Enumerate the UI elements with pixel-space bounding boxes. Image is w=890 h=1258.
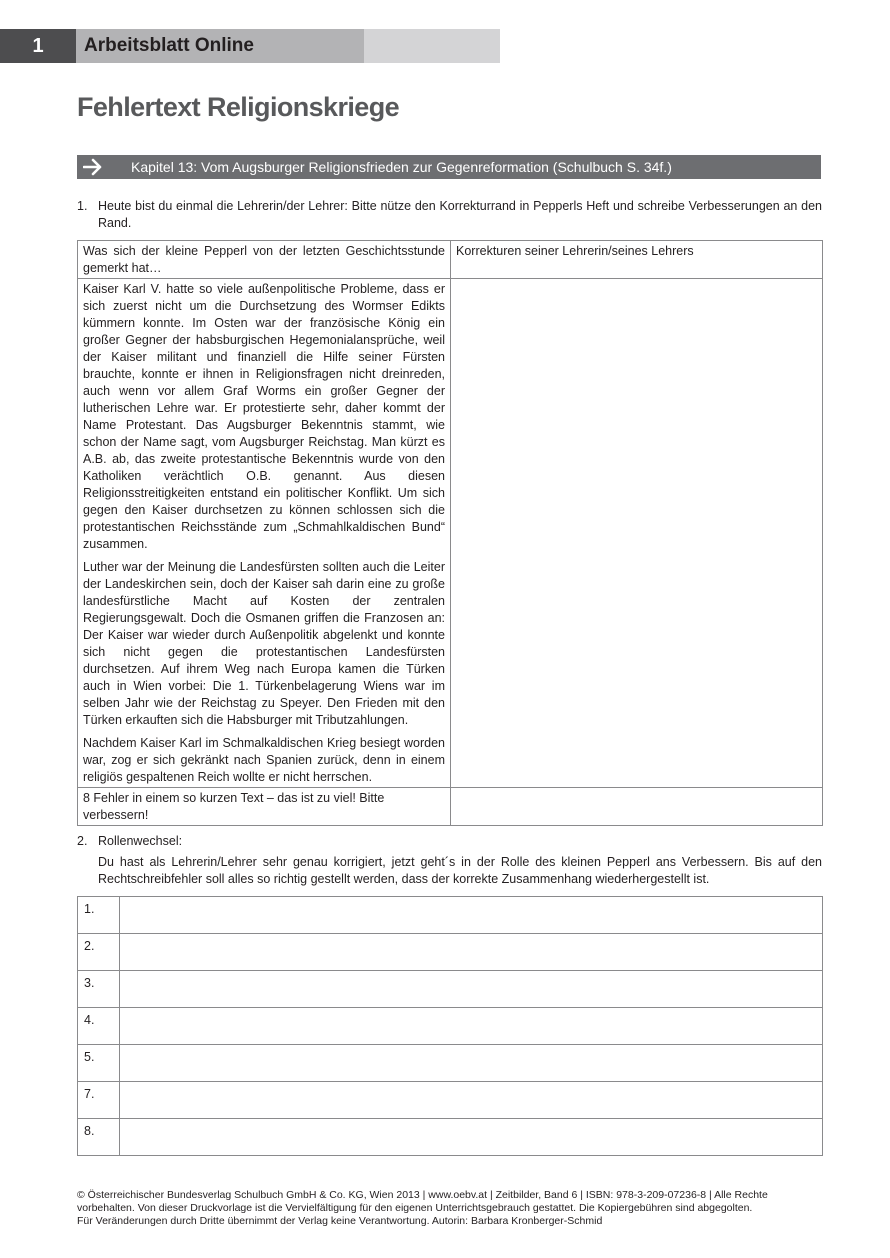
row-number: 1. bbox=[78, 897, 120, 934]
task-1-text: Heute bist du einmal die Lehrerin/der Lehrer: Bitte nütze den Korrekturrand in Pepperls Heft und schreibe Verbesserungen an den Rand. bbox=[98, 199, 822, 230]
answer-cell[interactable] bbox=[120, 1082, 823, 1119]
error-paragraph-1: Kaiser Karl V. hatte so viele außenpolitische Probleme, dass er sich zuerst nicht um die Durchsetzung des Wormser Edikts kümmern konnte. Im Osten war der französische König ein großer Gegner der habsburgischen Hegemonialansprüche, weil der Kaiser militant und finanziell die Hilfe seiner Fürsten brauchte, konnte er ihnen in Religionsfragen nicht dreinreden, auch wenn vor allem Graf Worms ein großer Gegner der lutherischen Lehre war. Er protestierte sehr, daher kommt der Name Protestant. Das Augsburger Bekenntnis stammt, wie schon der Name sagt, vom Augsburger Reichstag. Man kürzt es A.B. ab, das zweite protestantische Bekenntnis wurde von den Katholiken verächtlich O.B. genannt. Aus diesen Religionsstreitigkeiten entstand ein politischer Konflikt. Um sich gegen den Kaiser durchsetzen zu können schlossen sich die protestantischen Reichsstände zum „Schmahlkaldischen Bund“ zusammen. bbox=[83, 282, 445, 551]
task-2-heading: Rollenwechsel: bbox=[98, 834, 183, 848]
table-row bbox=[78, 1082, 823, 1119]
table-header-row bbox=[78, 241, 823, 279]
copyright-footer bbox=[77, 1189, 817, 1228]
task-2-text: Du hast als Lehrerin/Lehrer sehr genau korrigiert, jetzt geht´s in der Rolle des kleinen Pepperl ans Verbessern. Bis auf den Rechtschreibfehler soll alles so richtig gestellt werden, dass der korrekte Zusammenhang wiederhergestellt ist. bbox=[98, 855, 822, 886]
answer-cell[interactable] bbox=[120, 971, 823, 1008]
header-bar-filler bbox=[364, 29, 500, 63]
corrections-cell[interactable] bbox=[451, 279, 823, 788]
table-row bbox=[78, 1119, 823, 1156]
answer-cell[interactable] bbox=[120, 934, 823, 971]
table-row bbox=[78, 279, 823, 788]
table-row bbox=[78, 971, 823, 1008]
rewrite-table bbox=[77, 896, 823, 1156]
error-text-cell bbox=[78, 279, 451, 788]
chapter-title: Kapitel 13: Vom Augsburger Religionsfrieden zur Gegenreformation (Schulbuch S. 34f.) bbox=[131, 159, 672, 175]
worksheet-label: Arbeitsblatt Online bbox=[76, 29, 364, 63]
correction-table bbox=[77, 240, 823, 826]
header-original: Was sich der kleine Pepperl von der letzten Geschichtsstunde gemerkt hat… bbox=[78, 241, 451, 279]
table-row bbox=[78, 897, 823, 934]
task-2-number: 2. bbox=[77, 834, 88, 848]
row-number: 4. bbox=[78, 1008, 120, 1045]
table-row bbox=[78, 1008, 823, 1045]
row-number: 2. bbox=[78, 934, 120, 971]
answer-cell[interactable] bbox=[120, 1045, 823, 1082]
arrow-right-icon bbox=[83, 157, 103, 177]
page-number: 1 bbox=[0, 29, 76, 63]
task-1-number: 1. bbox=[77, 199, 88, 213]
row-number: 3. bbox=[78, 971, 120, 1008]
answer-cell[interactable] bbox=[120, 897, 823, 934]
row-number: 5. bbox=[78, 1045, 120, 1082]
footer-line-2: vorbehalten. Von dieser Druckvorlage ist die Vervielfältigung für den eigenen Unterrichtsgebrauch gestattet. Die Kopiergebühren sind abgegolten. bbox=[77, 1202, 753, 1214]
row-number: 7. bbox=[78, 1082, 120, 1119]
footer-line-1: © Österreichischer Bundesverlag Schulbuch GmbH & Co. KG, Wien 2013 | www.oebv.at | Zeitbilder, Band 6 | ISBN: 978-3-209-07236-8 | Alle Rechte bbox=[77, 1189, 768, 1201]
footer-line-3: Für Veränderungen durch Dritte übernimmt der Verlag keine Verantwortung. Autorin: Barbara Kronberger-Schmid bbox=[77, 1215, 603, 1227]
error-paragraph-2: Luther war der Meinung die Landesfürsten sollten auch die Leiter der Landeskirchen sein, doch der Kaiser sah darin eine zu große landesfürstliche Macht auf Kosten der zentralen Regierungsgewalt. Doch die Osmanen griffen die Franzosen an: Der Kaiser war wieder durch Außenpolitik abgelenkt und konnte sich nicht gegen die protestantischen Landesfürsten durchsetzen. Auf ihrem Weg nach Europa kamen die Türken auch in Wien vorbei: Die 1. Türkenbelagerung Wiens war im selben Jahr wie der Reichstag zu Speyer. Den Frieden mit den Türken erkauften sich die Habsburger mit Tributzahlungen. bbox=[83, 560, 445, 727]
error-paragraph-3: Nachdem Kaiser Karl im Schmalkaldischen Krieg besiegt worden war, zog er sich gekränkt nach Spanien zurück, denn in einem religiös gespaltenen Reich wollte er nicht herrschen. bbox=[83, 736, 445, 784]
answer-cell[interactable] bbox=[120, 1119, 823, 1156]
table-row bbox=[78, 788, 823, 826]
corrections-cell-empty[interactable] bbox=[451, 788, 823, 826]
row-number: 8. bbox=[78, 1119, 120, 1156]
table-row bbox=[78, 1045, 823, 1082]
answer-cell[interactable] bbox=[120, 1008, 823, 1045]
error-count-note: 8 Fehler in einem so kurzen Text – das ist zu viel! Bitte verbessern! bbox=[78, 788, 451, 826]
worksheet-header bbox=[0, 29, 500, 63]
page-title: Fehlertext Religionskriege bbox=[77, 92, 400, 122]
header-corrections: Korrekturen seiner Lehrerin/seines Lehrers bbox=[451, 241, 823, 279]
chapter-bar bbox=[77, 155, 821, 179]
table-row bbox=[78, 934, 823, 971]
